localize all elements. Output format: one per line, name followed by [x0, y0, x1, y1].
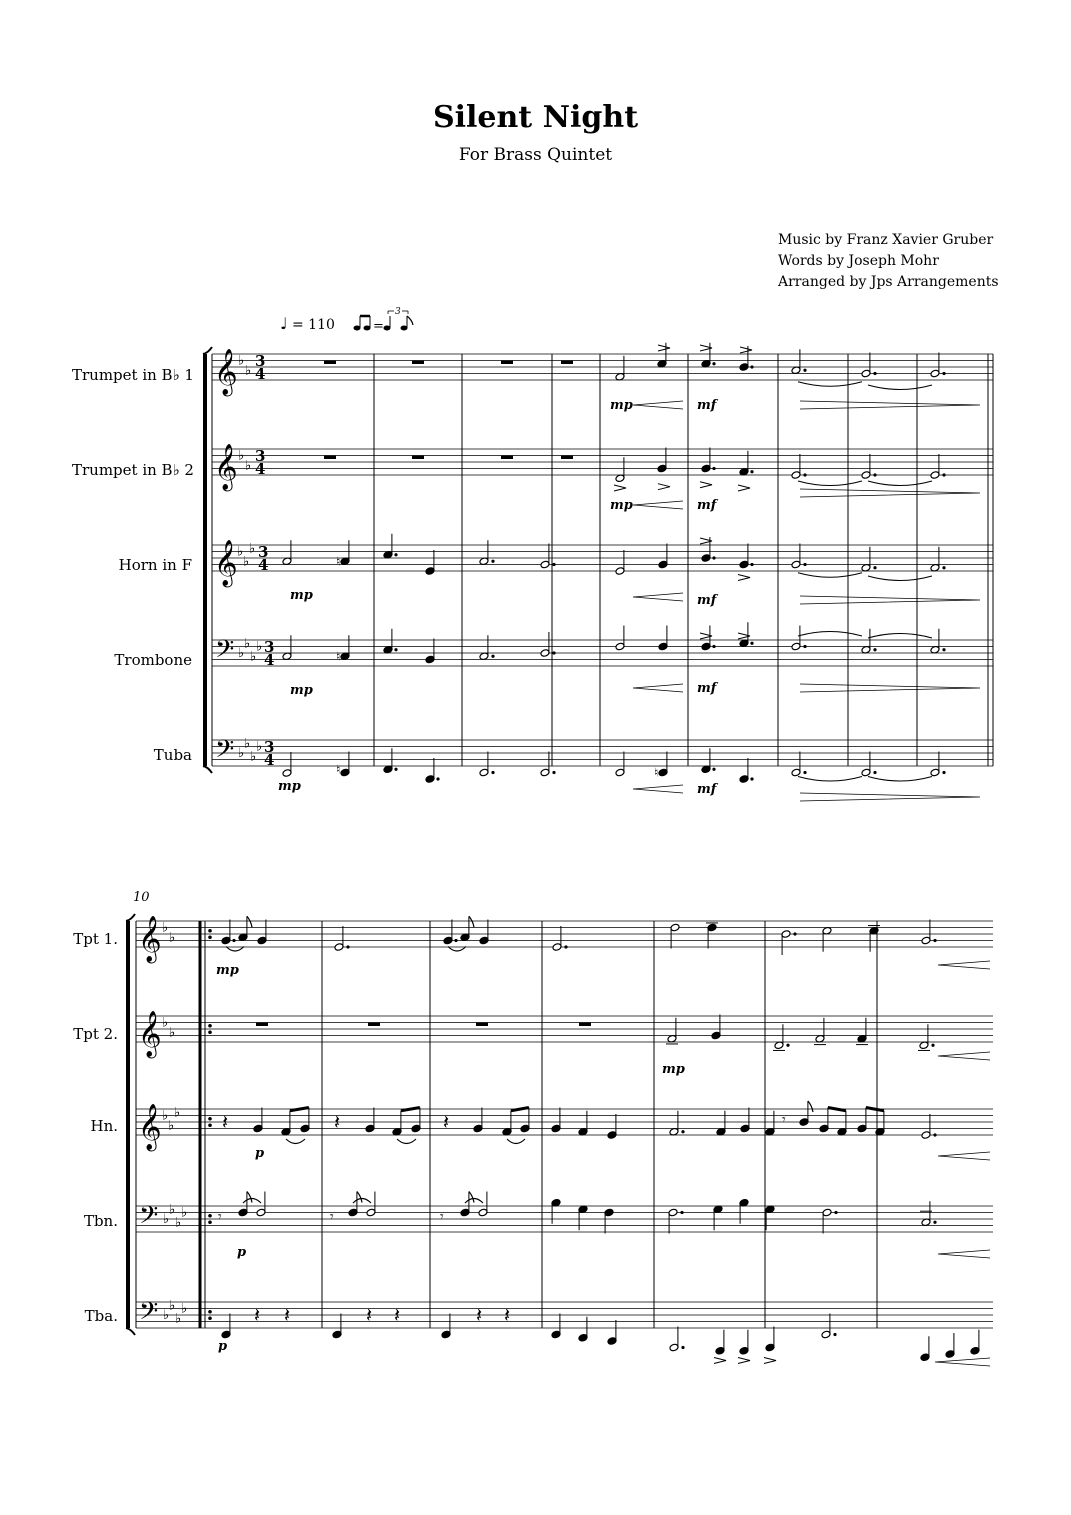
- augmentation-dot: [933, 939, 936, 942]
- crescendo-hairpin: [938, 1052, 990, 1060]
- score-title: Silent Night: [432, 100, 639, 135]
- system2-bracket-top: [126, 914, 135, 921]
- time-signature-bottom: 4: [255, 365, 266, 383]
- crescendo-hairpin: [633, 401, 683, 409]
- augmentation-dot: [712, 556, 715, 559]
- augmentation-dot: [786, 1044, 789, 1047]
- augmentation-dot: [803, 473, 806, 476]
- augmentation-dot: [712, 768, 715, 771]
- instrument-label-tuba: Tuba: [153, 746, 192, 764]
- tie-curve: [868, 777, 932, 782]
- augmentation-dot: [436, 777, 439, 780]
- accent-mark: [658, 345, 670, 351]
- flat-accidental: ♭: [163, 1212, 170, 1227]
- quarter-rest: 𝄽: [284, 1303, 291, 1327]
- quarter-rest: 𝄽: [222, 1110, 229, 1134]
- bass-clef-icon: 𝄢: [139, 1297, 159, 1332]
- treble-clef-icon: 𝄞: [138, 1011, 162, 1057]
- tie-curve: [798, 632, 862, 637]
- credit-words: Words by Joseph Mohr: [778, 253, 939, 269]
- augmentation-dot: [712, 645, 715, 648]
- augmentation-dot: [394, 648, 397, 651]
- augmentation-dot: [803, 771, 806, 774]
- augmentation-dot: [750, 642, 753, 645]
- dynamic-mp: mp: [216, 963, 239, 978]
- augmentation-dot: [873, 473, 876, 476]
- augmentation-dot: [394, 553, 397, 556]
- eighth-rest: 𝄾: [782, 1112, 786, 1128]
- instrument-label-trombone: Trombone: [114, 651, 192, 669]
- accent-mark: [700, 482, 712, 488]
- whole-rest: [561, 456, 573, 460]
- instrument-label-tpt2-short: Tpt 2.: [73, 1025, 118, 1043]
- tie-curve: [868, 385, 932, 390]
- repeat-dot: [208, 1123, 212, 1127]
- augmentation-dot: [750, 470, 753, 473]
- repeat-dot: [208, 1316, 212, 1320]
- augmentation-dot: [873, 372, 876, 375]
- augmentation-dot: [750, 563, 753, 566]
- time-signature-top: 3: [264, 738, 275, 756]
- flat-accidental: ♭: [238, 646, 245, 661]
- score-subtitle: For Brass Quintet: [458, 145, 613, 165]
- augmentation-dot: [933, 1221, 936, 1224]
- tie-curve: [798, 481, 862, 486]
- flat-accidental: ♭: [175, 1311, 182, 1327]
- augmentation-dot: [942, 566, 945, 569]
- augmentation-dot: [873, 648, 876, 651]
- measure-number: 10: [133, 890, 150, 905]
- dynamic-mp: mp: [610, 498, 633, 513]
- flat-accidental: ♭: [256, 639, 263, 655]
- flat-accidental: ♭: [181, 1301, 188, 1317]
- eighth-flag: [247, 916, 252, 927]
- flat-accidental: ♭: [163, 1308, 170, 1323]
- augmentation-dot: [346, 945, 349, 948]
- augmentation-dot: [933, 1133, 936, 1136]
- crescendo-hairpin: [938, 1152, 990, 1160]
- augmentation-dot: [833, 1333, 836, 1336]
- bass-clef-icon: 𝄢: [139, 1201, 159, 1236]
- diminuendo-hairpin: [800, 489, 980, 497]
- eighth-flag: [469, 916, 474, 927]
- augmentation-dot: [454, 939, 457, 942]
- eighth-beam: [866, 1108, 884, 1111]
- crescendo-hairpin: [633, 684, 683, 692]
- accent-mark: [738, 485, 750, 491]
- tie-curve: [798, 777, 862, 782]
- flat-accidental: ♭: [162, 1015, 169, 1031]
- crescendo-hairpin: [633, 501, 683, 509]
- accent-mark: [614, 485, 626, 491]
- augmentation-dot: [942, 648, 945, 651]
- whole-rest: [324, 456, 336, 460]
- augmentation-dot: [681, 1346, 684, 1349]
- flat-accidental: ♭: [238, 353, 245, 369]
- dynamic-mp: mp: [610, 398, 633, 413]
- augmentation-dot: [491, 655, 494, 658]
- natural-accidental: ♮: [654, 765, 659, 780]
- repeat-dot: [208, 1117, 212, 1121]
- accent-mark: [738, 1358, 750, 1364]
- treble-clef-icon: 𝄞: [214, 444, 238, 490]
- augmentation-dot: [552, 563, 555, 566]
- time-signature-top: 3: [255, 447, 266, 465]
- eighth-beam: [828, 1108, 846, 1111]
- dynamic-mf: mf: [697, 681, 717, 696]
- eighth-rest: 𝄾: [330, 1209, 334, 1225]
- augmentation-dot: [750, 777, 753, 780]
- accent-mark: [764, 1358, 776, 1364]
- augmentation-dot: [564, 945, 567, 948]
- augmentation-dot: [491, 771, 494, 774]
- augmentation-dot: [552, 651, 555, 654]
- flat-accidental: ♭: [169, 930, 176, 946]
- dynamic-mp: mp: [278, 779, 301, 794]
- augmentation-dot: [232, 939, 235, 942]
- system1-bracket-bottom: [203, 766, 212, 773]
- eighth-beam: [511, 1108, 529, 1111]
- flat-accidental: ♭: [245, 363, 252, 379]
- eighth-rest: 𝄾: [440, 1209, 444, 1225]
- augmentation-dot: [681, 1130, 684, 1133]
- time-signature-top: 3: [258, 543, 269, 561]
- crescendo-hairpin: [938, 961, 990, 969]
- augmentation-dot: [793, 932, 796, 935]
- crescendo-hairpin: [938, 1250, 990, 1258]
- flat-accidental: ♭: [256, 739, 263, 755]
- whole-rest: [501, 456, 513, 460]
- whole-rest: [412, 456, 424, 460]
- flat-accidental: ♭: [244, 736, 251, 752]
- repeat-dot: [208, 929, 212, 933]
- eighth-rest: 𝄾: [218, 1209, 222, 1225]
- quarter-rest: 𝄽: [504, 1303, 511, 1327]
- credit-arranger: Arranged by Jps Arrangements: [778, 274, 999, 290]
- flat-accidental: ♭: [181, 1205, 188, 1221]
- dynamic-p: p: [237, 1245, 247, 1260]
- tie-curve: [798, 573, 862, 578]
- augmentation-dot: [680, 1211, 683, 1214]
- triplet-number: 3: [395, 307, 401, 317]
- eighth-flag: [808, 1101, 813, 1112]
- augmentation-dot: [931, 1044, 934, 1047]
- accent-mark: [738, 575, 750, 581]
- whole-rest: [561, 361, 573, 365]
- flat-accidental: ♭: [169, 1202, 176, 1218]
- tie-curve: [286, 1139, 305, 1144]
- flat-accidental: ♭: [174, 1105, 181, 1121]
- flat-accidental: ♭: [238, 746, 245, 761]
- dynamic-p: p: [255, 1146, 265, 1161]
- flat-accidental: ♭: [250, 749, 257, 765]
- augmentation-dot: [803, 563, 806, 566]
- dynamic-mp: mp: [290, 683, 313, 698]
- repeat-dot: [208, 1024, 212, 1028]
- crescendo-hairpin: [633, 593, 683, 601]
- tempo-value: = 110: [292, 317, 335, 333]
- bass-clef-icon: 𝄢: [215, 735, 235, 770]
- whole-rest: [476, 1023, 488, 1027]
- augmentation-dot: [552, 771, 555, 774]
- quarter-rest: 𝄽: [443, 1110, 450, 1134]
- flat-accidental: ♭: [175, 1215, 182, 1231]
- augmentation-dot: [942, 771, 945, 774]
- flat-accidental: ♭: [169, 1025, 176, 1041]
- repeat-dot: [208, 1310, 212, 1314]
- dynamic-mf: mf: [697, 782, 717, 797]
- quarter-rest: 𝄽: [476, 1303, 483, 1327]
- time-signature-bottom: 4: [264, 651, 275, 669]
- flat-accidental: ♭: [162, 920, 169, 936]
- augmentation-dot: [873, 771, 876, 774]
- dynamic-mf: mf: [697, 498, 717, 513]
- quarter-rest: 𝄽: [394, 1303, 401, 1327]
- treble-clef-icon: 𝄞: [214, 540, 238, 586]
- swing-equals: =: [373, 319, 384, 334]
- flat-accidental: ♭: [250, 649, 257, 665]
- augmentation-dot: [394, 768, 397, 771]
- eighth-beam: [401, 1108, 420, 1111]
- eighth-flag: [247, 1192, 252, 1203]
- whole-rest: [501, 361, 513, 365]
- eighth-flag: [469, 1192, 474, 1203]
- diminuendo-hairpin: [800, 401, 980, 409]
- whole-rest: [579, 1023, 591, 1027]
- augmentation-dot: [873, 566, 876, 569]
- augmentation-dot: [803, 645, 806, 648]
- time-signature-bottom: 4: [264, 751, 275, 769]
- credit-music: Music by Franz Xavier Gruber: [778, 232, 994, 248]
- augmentation-dot: [712, 362, 715, 365]
- tie-curve: [868, 634, 932, 639]
- crescendo-hairpin: [633, 785, 683, 793]
- instrument-label-horn: Horn in F: [118, 556, 192, 574]
- dynamic-mp: mp: [662, 1062, 685, 1077]
- flat-accidental: ♭: [238, 448, 245, 464]
- system1-bracket-top: [203, 347, 212, 354]
- bass-clef-icon: 𝄢: [215, 635, 235, 670]
- repeat-dot: [208, 1030, 212, 1034]
- augmentation-dot: [712, 467, 715, 470]
- augmentation-dot: [942, 473, 945, 476]
- repeat-dot: [208, 935, 212, 939]
- flat-accidental: ♭: [168, 1118, 175, 1134]
- tie-curve: [507, 1139, 525, 1144]
- quarter-rest: 𝄽: [366, 1303, 373, 1327]
- instrument-label-tuba-short: Tba.: [84, 1307, 118, 1325]
- time-signature-top: 3: [264, 638, 275, 656]
- diminuendo-hairpin: [800, 684, 980, 692]
- instrument-label-trumpet-1: Trumpet in B♭ 1: [72, 366, 194, 384]
- tie-curve: [868, 576, 932, 581]
- tie-curve: [397, 1139, 416, 1144]
- natural-accidental: ♮: [336, 649, 341, 664]
- tie-curve: [798, 382, 862, 387]
- whole-rest: [324, 361, 336, 365]
- natural-accidental: ♮: [336, 762, 341, 777]
- accent-mark: [740, 347, 752, 353]
- augmentation-dot: [750, 365, 753, 368]
- eighth-flag: [357, 1192, 362, 1203]
- tie-curve: [868, 481, 932, 486]
- flat-accidental: ♭: [243, 554, 250, 570]
- dynamic-mp: mp: [290, 588, 313, 603]
- flat-accidental: ♭: [162, 1108, 169, 1124]
- accent-mark: [714, 1358, 726, 1364]
- quarter-note-icon: ♩: [280, 314, 288, 333]
- flat-accidental: ♭: [244, 636, 251, 652]
- dynamic-p: p: [218, 1339, 228, 1354]
- augmentation-dot: [942, 372, 945, 375]
- augmentation-dot: [803, 369, 806, 372]
- augmentation-dot: [491, 560, 494, 563]
- diminuendo-hairpin: [800, 596, 980, 604]
- time-signature-bottom: 4: [258, 556, 269, 574]
- natural-accidental: ♮: [336, 554, 341, 569]
- treble-clef-icon: 𝄞: [138, 916, 162, 962]
- flat-accidental: ♭: [249, 541, 256, 557]
- diminuendo-hairpin: [800, 793, 980, 801]
- dynamic-mf: mf: [697, 398, 717, 413]
- flat-accidental: ♭: [237, 544, 244, 560]
- crescendo-hairpin: [935, 1358, 990, 1366]
- system2-bracket-bottom: [126, 1328, 135, 1335]
- whole-rest: [412, 361, 424, 365]
- dynamic-mf: mf: [697, 593, 717, 608]
- whole-rest: [368, 1023, 380, 1027]
- instrument-label-trombone-short: Tbn.: [83, 1212, 118, 1230]
- instrument-label-trumpet-2: Trumpet in B♭ 2: [72, 461, 194, 479]
- instrument-label-horn-short: Hn.: [90, 1117, 118, 1135]
- time-signature-bottom: 4: [255, 460, 266, 478]
- time-signature-top: 3: [255, 352, 266, 370]
- repeat-dot: [208, 1214, 212, 1218]
- treble-clef-icon: 𝄞: [214, 349, 238, 395]
- quarter-rest: 𝄽: [254, 1303, 261, 1327]
- repeat-dot: [208, 1220, 212, 1224]
- flat-accidental: ♭: [169, 1298, 176, 1314]
- quarter-rest: 𝄽: [334, 1110, 341, 1134]
- flat-accidental: ♭: [245, 458, 252, 474]
- instrument-label-tpt1-short: Tpt 1.: [73, 930, 118, 948]
- treble-clef-icon: 𝄞: [138, 1104, 162, 1150]
- accent-mark: [658, 484, 670, 490]
- eighth-beam: [290, 1108, 309, 1111]
- augmentation-dot: [834, 1211, 837, 1214]
- whole-rest: [256, 1023, 268, 1027]
